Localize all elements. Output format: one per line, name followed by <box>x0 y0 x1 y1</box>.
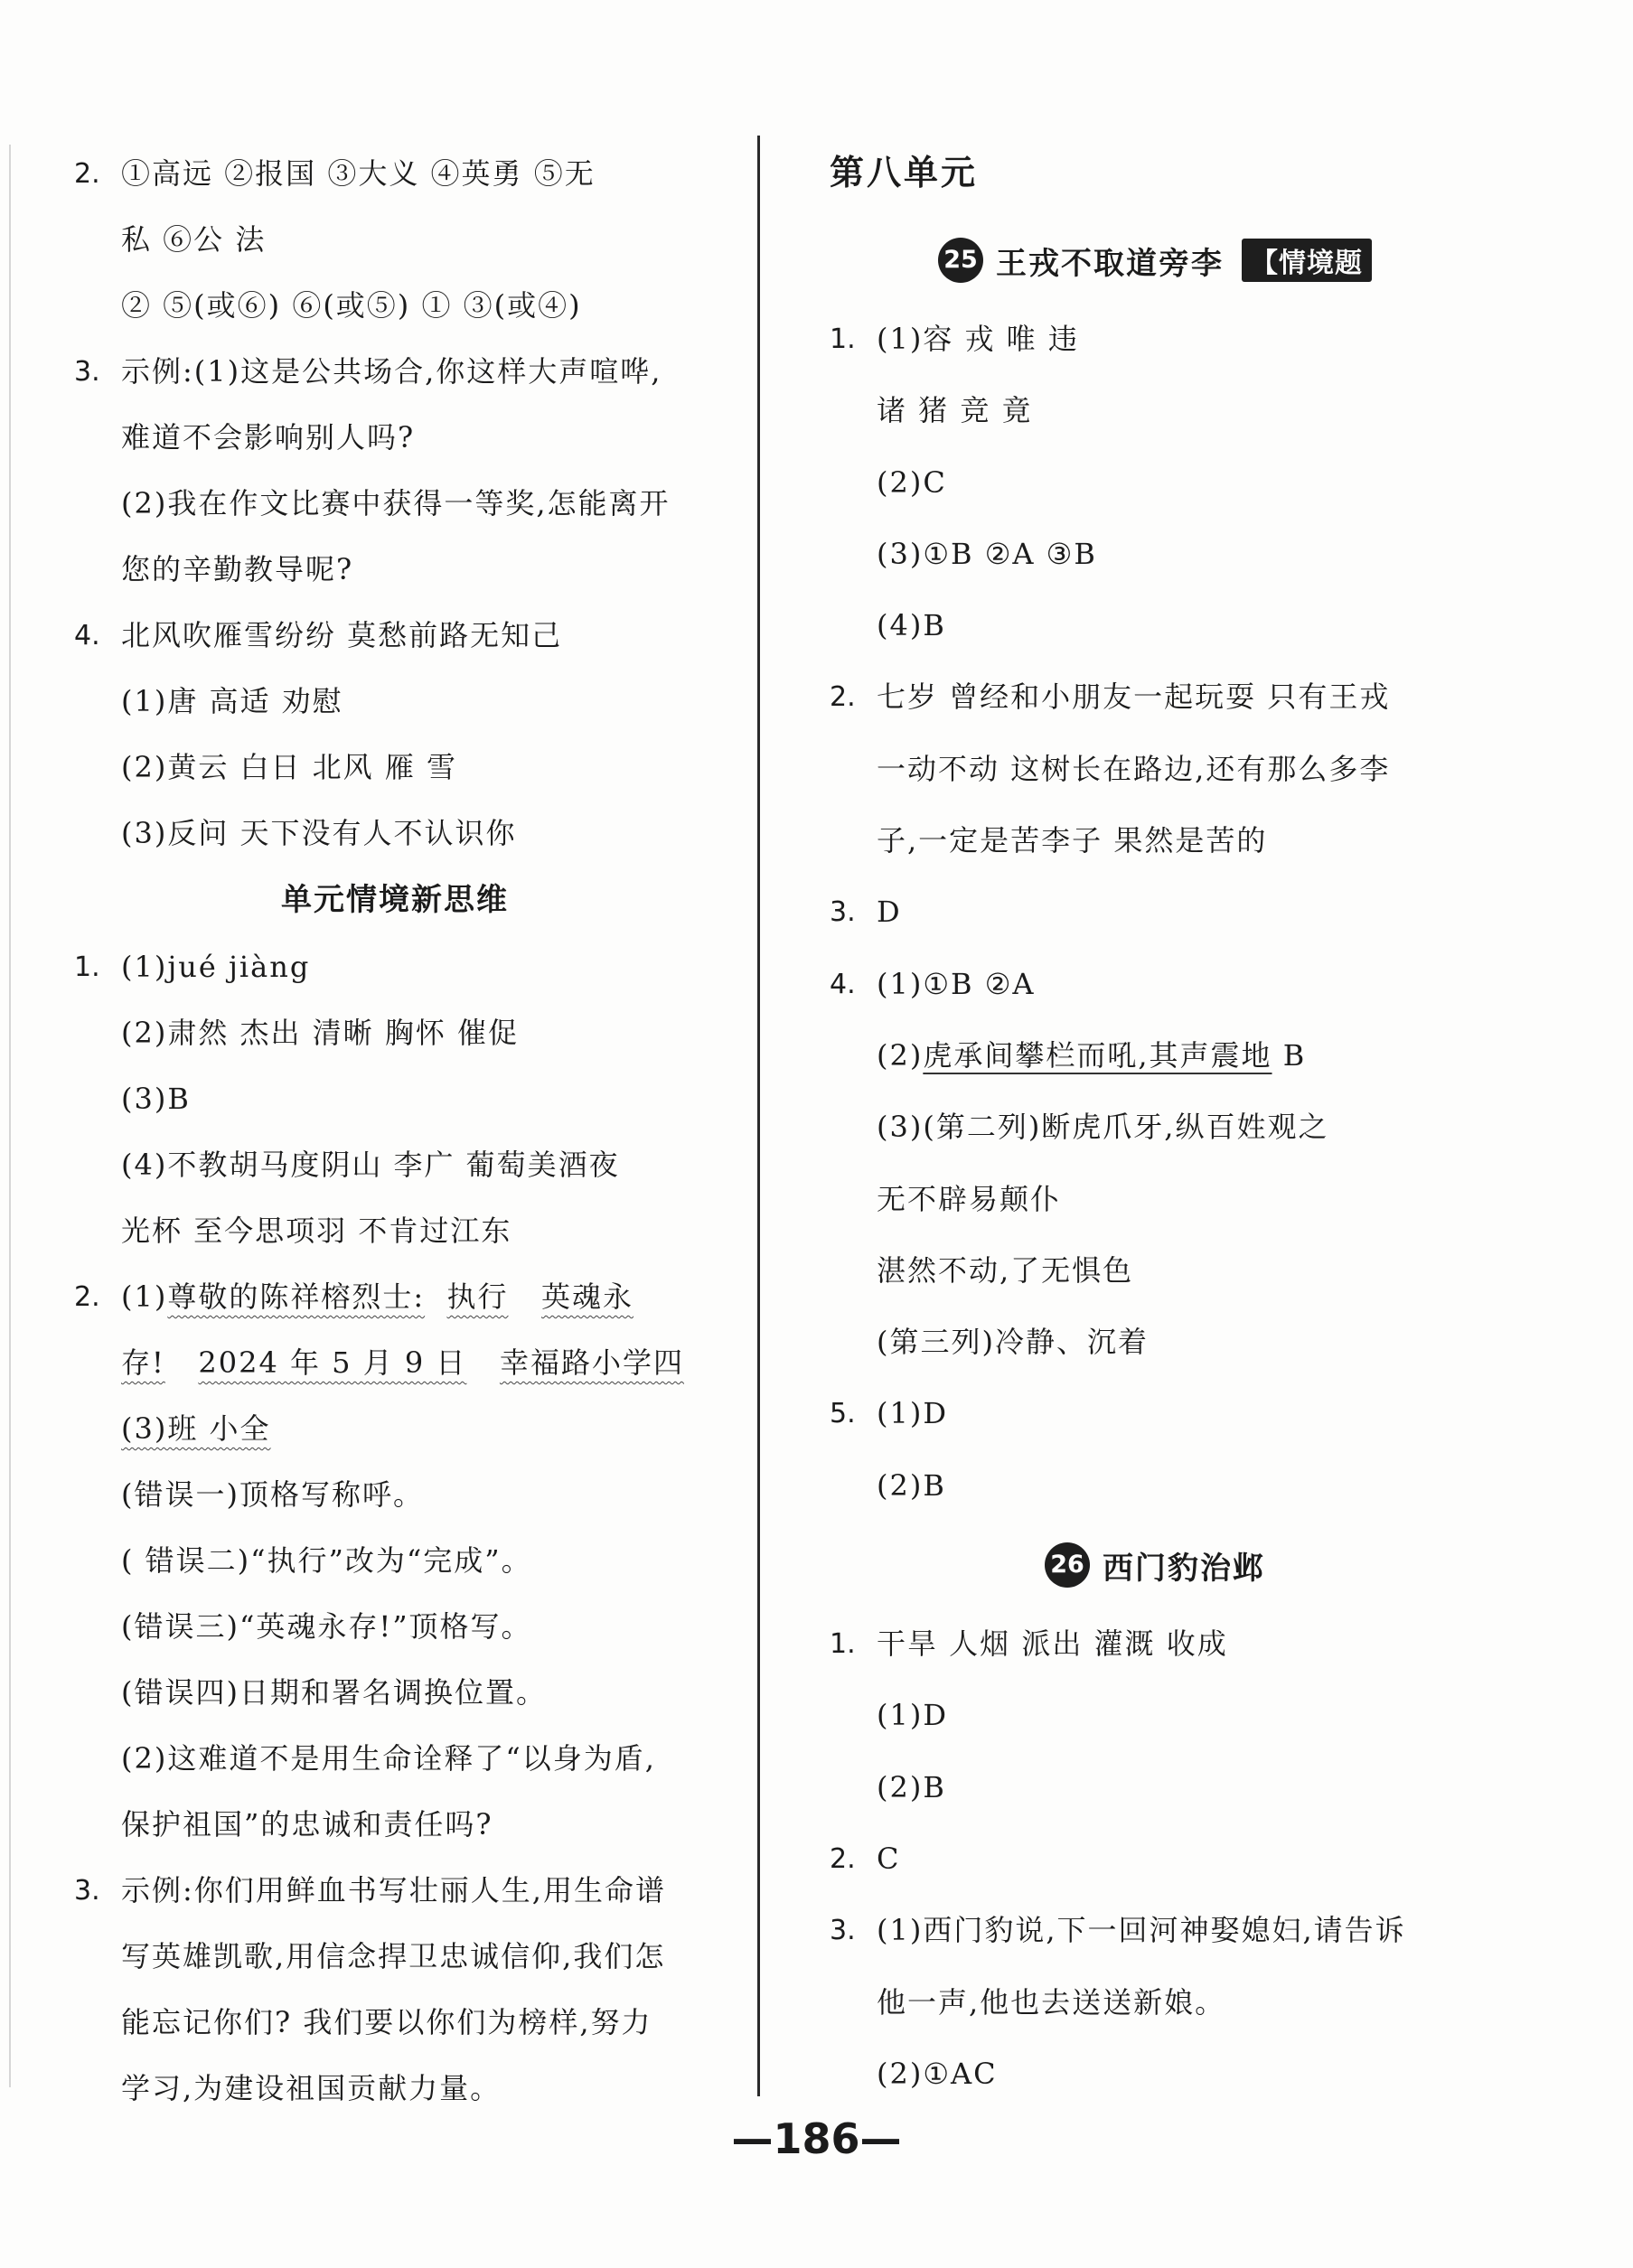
answer-line: (3)①B ②A ③B <box>877 536 1097 571</box>
answer-line: ② ⑤(或⑥) ⑥(或⑤) ① ③(或④) <box>121 288 582 323</box>
answer-line: (2)B <box>877 1467 946 1503</box>
answer-line: 学习,为建设祖国贡献力量。 <box>121 2071 502 2105</box>
answer-line: 3. (1)西门豹说,下一回河神娶媳妇,请告诉 <box>830 1913 1406 1948</box>
answer-line: 您的辛勤教导呢? <box>121 552 354 586</box>
answer-line: (4)不教胡马度阴山 李广 葡萄美酒夜 <box>121 1148 620 1182</box>
wavy-underline-text: 幸福路小学四 <box>499 1345 684 1380</box>
lesson-title: 西门豹治邺 <box>1103 1550 1265 1587</box>
lesson-heading-26 <box>830 1522 1480 1608</box>
answer-line: (1)唐 高适 劝慰 <box>121 684 343 718</box>
answer-line: 4. 北风吹雁雪纷纷 莫愁前路无知己 <box>74 618 563 652</box>
wavy-underline-text: 尊敬的陈祥榕烈士: <box>167 1279 426 1314</box>
answer-line: 他一声,他也去送送新娘。 <box>877 1984 1226 2020</box>
answer-line: 诸 猪 竞 竟 <box>877 393 1033 428</box>
answer-line: 写英雄凯歌,用信念捍卫忠诚信仰,我们怎 <box>121 1939 666 1973</box>
answer-line: (错误四)日期和署名调换位置。 <box>121 1675 547 1710</box>
lesson-number-badge: 25 <box>938 238 983 283</box>
answer-line <box>74 1396 716 1462</box>
answer-line: 5. (1)D <box>830 1396 948 1431</box>
left-column <box>74 141 716 2122</box>
answer-line: (2)我在作文比赛中获得一等奖,怎能离开 <box>121 486 671 520</box>
answer-line: (4)B <box>877 608 946 643</box>
answer-line: (2)这难道不是用生命诠释了“以身为盾, <box>121 1741 656 1776</box>
answer-line: 3. 示例:你们用鲜血书写壮丽人生,用生命谱 <box>74 1873 666 1907</box>
right-column <box>830 141 1480 2110</box>
answer-line: (第三列)冷静、沉着 <box>877 1325 1149 1360</box>
answer-line: 一动不动 这树长在路边,还有那么多李 <box>877 751 1391 786</box>
answer-line: 3. D <box>830 895 902 930</box>
answer-line <box>74 1330 716 1396</box>
answer-line: 4. (1)①B ②A <box>830 966 1036 1001</box>
answer-line: (2)C <box>877 464 947 500</box>
answer-line: (3)(第二列)断虎爪牙,纵百姓观之 <box>877 1110 1329 1145</box>
answer-line: 子,一定是苦李子 果然是苦的 <box>877 823 1268 858</box>
answer-line: (2)肃然 杰出 清晰 胸怀 催促 <box>121 1016 520 1050</box>
answer-line: 1. (1)容 戎 唯 违 <box>830 322 1079 356</box>
page-edge-line <box>9 145 11 2087</box>
wavy-underline-text: 2024 年 5 月 9 日 <box>198 1345 467 1380</box>
column-divider <box>757 136 760 2096</box>
answer-line: (错误一)顶格写称呼。 <box>121 1477 424 1512</box>
lesson-title: 王戎不取道旁李 <box>996 245 1224 282</box>
answer-line: 私 ⑥公 法 <box>121 222 267 257</box>
answer-line: 1. 干旱 人烟 派出 灌溉 收成 <box>830 1626 1228 1662</box>
page-number: —186— <box>731 2114 902 2163</box>
answer-line: (2)B <box>877 1769 946 1804</box>
answer-line: 光杯 至今思项羽 不肯过江东 <box>121 1214 512 1248</box>
answer-line: (1)D <box>877 1698 948 1733</box>
answer-line: (2)①AC <box>877 2056 998 2091</box>
answer-line: 1. (1)jué jiàng <box>74 950 311 984</box>
answer-line: (2)黄云 白日 北风 雁 雪 <box>121 750 458 784</box>
lesson-heading-25 <box>830 217 1480 304</box>
wavy-underline-text: 英魂永 <box>541 1279 634 1314</box>
answer-line: 3. 示例:(1)这是公共场合,你这样大声喧哗, <box>74 354 662 389</box>
answer-line: (3)B <box>121 1082 191 1116</box>
situation-question-tag: 【情境题 <box>1242 239 1372 282</box>
answer-line: (错误三)“英魂永存!”顶格写。 <box>121 1609 532 1644</box>
underlined-text: 虎承间攀栏而吼,其声震地 <box>923 1037 1272 1073</box>
wavy-underline-text: 执行 <box>446 1279 509 1314</box>
answer-line: 无不辟易颠仆 <box>877 1181 1062 1216</box>
unit-title: 第八单元 <box>830 153 979 192</box>
answer-line: 能忘记你们? 我们要以你们为榜样,努力 <box>121 2005 652 2039</box>
answer-line: 2. 七岁 曾经和小朋友一起玩耍 只有王戎 <box>830 679 1391 715</box>
answer-line: 2. (1)尊敬的陈祥榕烈士: 执行 英魂永 <box>74 1279 634 1314</box>
answer-line: (2)虎承间攀栏而吼,其声震地 B <box>877 1037 1307 1073</box>
answer-line: 难道不会影响别人吗? <box>121 420 416 455</box>
answer-line: 2. C <box>830 1841 901 1876</box>
answer-line: 保护祖国”的忠诚和责任吗? <box>121 1807 493 1842</box>
answer-line: ( 错误二)“执行”改为“完成”。 <box>121 1543 532 1578</box>
section-title: 单元情境新思维 <box>281 882 509 918</box>
answer-line: (3)反问 天下没有人不认识你 <box>121 816 517 850</box>
wavy-underline-text: 存! <box>121 1345 165 1380</box>
lesson-number-badge: 26 <box>1045 1542 1090 1588</box>
answer-line: 2. ①高远 ②报国 ③大义 ④英勇 ⑤无 <box>74 156 596 191</box>
wavy-underline-text: (3)班 小全 <box>121 1411 271 1446</box>
answer-line: 湛然不动,了无惧色 <box>877 1252 1134 1288</box>
